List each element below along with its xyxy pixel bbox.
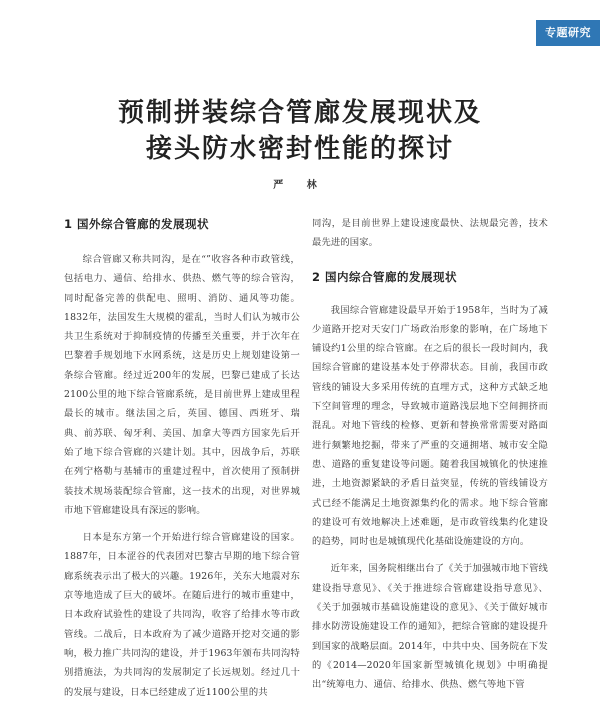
section-2-paragraph-1: 我国综合管廊建设最早开始于1958年，当时为了减少道路开挖对天安门广场政治形象的影响，在广场地下铺设约1公里的综合管廊。在之后的很长一段时间内，我国综合管廊的建设基本处于停滞状态。目前，我国市政管线的铺设大多采用传统的直埋方式，这种方式缺乏地下空间管理的理念，导致城市道路浅层地下空间拥挤而混乱。对地下管线的检修、更新和替换常常需要对路面进行频繁地挖掘，带来了严重的交通拥堵、城市安全隐患、道路的重复建设等问题。随着我国城镇化的快速推进，土地资源紧缺的矛盾日益突显，传统的管线铺设方式已经不能满足土地资源集约化的需求。地下综合管廊的建设可有效地解决上述难题，是市政管线集约化建设的趋势，同时也是城镇现代化基础设施建设的方向。 xyxy=(312,304,548,548)
column-badge: 专题研究 xyxy=(536,20,600,46)
section-heading-2: 2 国内综合管廊的发展现状 xyxy=(312,269,458,284)
article-title-line-1: 预制拼装综合管廊发展现状及 xyxy=(117,98,482,128)
section-heading-1: 1 国外综合管廊的发展现状 xyxy=(64,217,210,231)
section-1-paragraph-2: 日本是东方第一个开始进行综合管廊建设的国家。1887年，日本涩谷的代表团对巴黎古早期的地下综合管廊系统表示出了极大的兴趣。1926年，关东大地震对东京等地造成了巨大的破坏。在随后进行的城市重建中，日本政府试验性的建设了共同沟，收容了给排水等市政管线。二战后，日本政府为了减少道路开挖对交通的影响，极力推广共同沟的建设，并于1963年颁布共同沟特别措施法，为共同沟的发展制定了长远规划。经过几十的发展与建设，日本已经建成了近1100公里的共 xyxy=(64,532,300,698)
section-1-paragraph-1: 综合管廊又称共同沟，是在“”收容各种市政管线，包括电力、通信、给排水、供热、燃气等的综合管沟，同时配备完善的供配电、照明、消防、通风等功能。1832年，法国发生大规模的霍乱，当时人们认为城市公共卫生系统对于抑制疫情的传播至关重要，并于次年在巴黎着手规划地下水网系统，这是历史上规划建设第一条综合管廊。经过近200年的发展，巴黎已建成了长达2100公里的地下综合管廊系统，是目前世界上建成里程最长的城市。继法国之后，英国、德国、西班牙、瑞典、前苏联、匈牙利、美国、加拿大等西方国家先后开始了地下综合管廊的兴建计划。其中，因战争后，苏联在列宁格勒与基辅市的重建过程中，首次使用了预制拼装技术规场装配综合管廊，这一技术的出现，对世界城市地下管廊建设具有深远的影响。 xyxy=(64,254,300,516)
section-2-paragraph-2: 近年来，国务院相继出台了《关于加强城市地下管线建设指导意见》、《关于推进综合管廊建设指导意见》、《关于加强城市基础设施建设的意见》、《关于做好城市排水防涝设施建设工作的通知》，把综合管廊的建设提升到国家的战略层面。2014年，中共中央、国务院在下发的《2014—2020年国家新型城镇化规划》中明确提出“统筹电力、通信、给排水、供热、燃气等地下管 xyxy=(312,563,548,691)
left-column xyxy=(64,216,300,702)
continued-paragraph: 同沟，是目前世界上建设速度最快、法规最完善，技术最先进的国家。 xyxy=(312,218,548,249)
right-column xyxy=(312,214,548,695)
article-title-line-2: 接头防水密封性能的探讨 xyxy=(145,134,454,164)
author-name: 严 林 xyxy=(273,180,327,191)
